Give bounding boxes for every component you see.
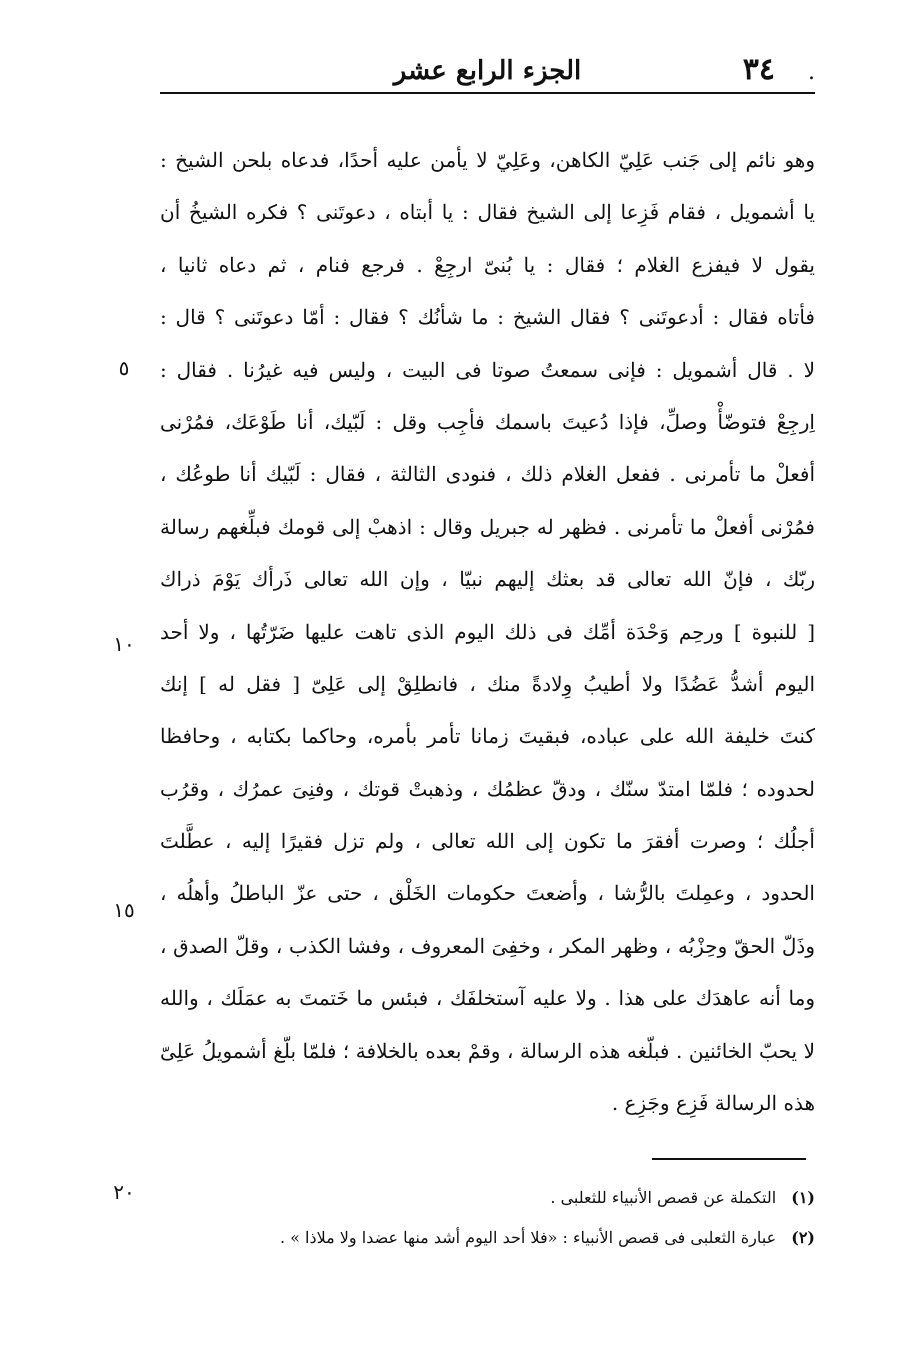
text-line: أجلُك ؛ وصرت أفقرَ ما تكون إلى الله تعالى ، ولم تزل فقيرًا إليه ، عطَّلتَ [160,829,815,854]
text-line: يا أشمويل ، فقام فَزِعا إلى الشيخ فقال : يا أبتاه ، دعوتَنى ؟ فكره الشيخُ أن [160,200,815,225]
text-line: وذَلّ الحقّ وحِزْبُه ، وظهر المكر ، وخفِىَ المعروف ، وفشا الكذب ، وقلّ الصدق ، [160,933,815,958]
text-line: لحدوده ؛ فلمّا امتدّ سنّك ، ودقّ عظمُك ، وذهبتْ قوتك ، وفنِىَ عمرُك ، وقرُب [160,776,815,801]
text-line: وما أنه عاهدَك على هذا . ولا عليه آستخلفَك ، فبئس ما خَتمتَ به عمَلَك ، والله [160,986,815,1011]
text-line: اِرجِعْ فتوضّأْ وصلِّ، فإذا دُعيتَ باسمك فأجِب وقل : لَبّيك، أنا طَوْعَك، فمُرْنى [160,409,815,434]
footnote [160,1218,815,1258]
text-line: الحدود ، وعمِلتَ بالرُّشا ، وأضعتَ حكومات الخَلْق ، حتى عزّ الباطلُ وأهلُه ، [160,881,815,906]
text-line: هذه الرسالة فَزِع وجَزِع . [611,1091,815,1116]
text-line: فمُرْنى أفعلْ ما تأمرنى . فظهر له جبريل وقال : اذهبْ إلى قومك فبلِّغهم رسالة [160,514,815,539]
line-number-20: ٢٠ [113,1180,135,1204]
text-line: [ للنبوة ] ورحِم وَحْدَة أمِّك فى ذلك اليوم الذى تاهت عليها ضَرّتُها ، ولا أحد [160,619,815,644]
text-line: أفعلْ ما تأمرنى . ففعل الغلام ذلك ، فنودى الثالثة ، فقال : لَبّيك أنا طوعُك ، [160,462,815,487]
line-number-5: ٥ [118,356,130,380]
line-number-15: ١٥ [113,898,135,922]
running-title: الجزء الرابع عشر [393,56,582,86]
text-line: وهو نائم إلى جَنب عَلِيّ الكاهن، وعَلِيّ لا يأمن عليه أحدًا، فدعاه بلحن الشيخ : [160,148,815,172]
footnote [160,1178,815,1218]
footnote-divider [652,1158,806,1160]
text-line: فأتاه فقال : أدعوتَنى ؟ فقال الشيخ : ما شأنُك ؟ فقال : أمّا دعوتَنى ؟ قال : [160,305,815,330]
text-line: اليوم أشدُّ عَضُدًا ولا أطيبُ وِلادةً منك ، فانطلِقْ إلى عَلِىّ [ فقل له ] إنك [160,671,815,696]
main-text [160,134,815,1129]
footnote-text: التكملة عن قصص الأنبياء للثعلبى . [550,1188,777,1207]
footnotes [160,1178,815,1258]
text-line: لا . قال أشمويل : فإنى سمعتُ صوتا فى البيت ، وليس فيه غيرُنا . فقال : [160,357,815,382]
text-line: ربّك ، فإنّ الله تعالى قد بعثك إليهم نبيّا ، وإن الله تعالى ذَرأك يَوْمَ ذراك [160,567,815,592]
line-number-10: ١٠ [113,632,135,656]
page-header [160,50,815,94]
header-dot: . [808,60,815,85]
footnote-text: عبارة الثعلبى فى قصص الأنبياء : «فلا أحد اليوم أشد منها عضدا ولا ملاذا » . [279,1228,777,1247]
footnote-marker: (٢) [791,1228,815,1247]
text-line: يقول لا فيفزع الغلام ؛ فقال : يا بُنىّ ارجِعْ . فرجع فنام ، ثم دعاه ثانيا ، [160,252,815,277]
text-line: لا يحبّ الخائنين . فبلّغه هذه الرسالة ، وقمْ بعده بالخلافة ؛ فلمّا بلّغ أشمويلُ عَلِىّ [160,1038,815,1063]
text-line: كنتَ خليفة الله على عباده، فبقيتَ زمانا تأمر بأمره، وحاكما بكتابه ، وحافظا [160,724,815,749]
footnote-marker: (١) [791,1188,815,1207]
page-number: ٣٤ [742,52,775,87]
